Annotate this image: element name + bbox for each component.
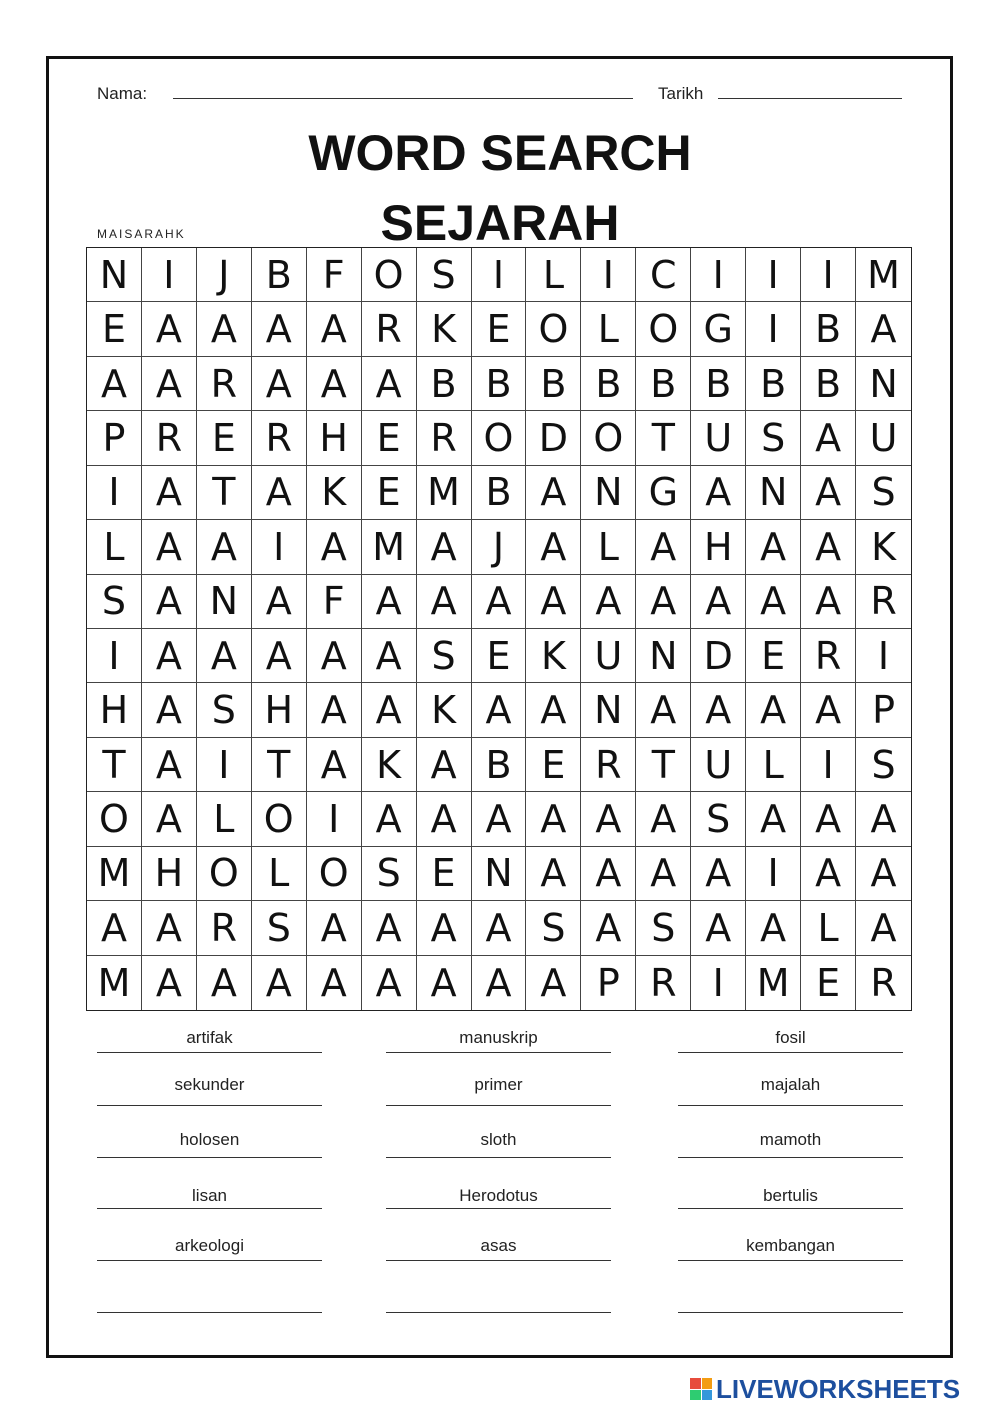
liveworksheets-logo (690, 1374, 960, 1404)
grid-cell[interactable]: A (526, 683, 581, 737)
word-list-item: Herodotus (459, 1186, 538, 1205)
grid-cell[interactable]: A (197, 956, 252, 1010)
grid-cell[interactable]: A (581, 575, 636, 629)
answer-line[interactable] (386, 1052, 611, 1053)
grid-cell[interactable]: A (362, 575, 417, 629)
grid-cell[interactable]: A (526, 956, 581, 1010)
grid-cell[interactable]: A (417, 901, 472, 955)
grid-cell[interactable]: A (801, 411, 856, 465)
grid-cell[interactable]: B (472, 357, 527, 411)
grid-cell[interactable]: N (856, 357, 911, 411)
word-list-item: mamoth (759, 1130, 822, 1149)
grid-cell[interactable]: A (526, 575, 581, 629)
date-label: Tarikh (658, 84, 704, 103)
answer-line[interactable] (678, 1312, 903, 1313)
grid-cell[interactable]: R (801, 629, 856, 683)
grid-cell[interactable]: A (801, 792, 856, 846)
liveworksheets-logo-icon (690, 1378, 712, 1400)
grid-cell[interactable]: A (142, 520, 197, 574)
grid-cell[interactable]: I (87, 466, 142, 520)
grid-cell[interactable]: P (581, 956, 636, 1010)
grid-cell[interactable]: A (307, 302, 362, 356)
answer-line[interactable] (386, 1312, 611, 1313)
grid-cell[interactable]: A (472, 901, 527, 955)
answer-line[interactable] (386, 1157, 611, 1158)
grid-cell[interactable]: E (87, 302, 142, 356)
grid-cell[interactable]: O (636, 302, 691, 356)
grid-cell[interactable]: H (142, 847, 197, 901)
grid-cell[interactable]: S (417, 248, 472, 302)
grid-cell[interactable]: A (526, 792, 581, 846)
grid-cell[interactable]: S (252, 901, 307, 955)
grid-cell[interactable]: A (142, 466, 197, 520)
grid-cell[interactable]: N (636, 629, 691, 683)
grid-cell[interactable]: S (856, 466, 911, 520)
word-list-item: sloth (480, 1130, 517, 1149)
grid-cell[interactable]: G (636, 466, 691, 520)
grid-cell[interactable]: A (362, 683, 417, 737)
grid-cell[interactable]: A (856, 302, 911, 356)
grid-cell[interactable]: J (197, 248, 252, 302)
grid-cell[interactable]: A (801, 466, 856, 520)
grid-cell[interactable]: T (197, 466, 252, 520)
grid-cell[interactable]: R (581, 738, 636, 792)
date-input-line[interactable] (718, 98, 902, 99)
grid-cell[interactable]: B (746, 357, 801, 411)
answer-line[interactable] (97, 1105, 322, 1106)
answer-line[interactable] (386, 1260, 611, 1261)
answer-line[interactable] (97, 1208, 322, 1209)
grid-cell[interactable]: S (417, 629, 472, 683)
grid-cell[interactable]: A (581, 901, 636, 955)
grid-cell[interactable]: A (87, 901, 142, 955)
grid-cell[interactable]: A (252, 956, 307, 1010)
grid-cell[interactable]: P (856, 683, 911, 737)
grid-cell[interactable]: E (472, 302, 527, 356)
grid-cell[interactable]: A (636, 520, 691, 574)
grid-cell[interactable]: B (417, 357, 472, 411)
grid-cell[interactable]: A (691, 683, 746, 737)
word-search-grid[interactable] (86, 247, 912, 1011)
grid-cell[interactable]: N (581, 683, 636, 737)
grid-cell[interactable]: A (142, 792, 197, 846)
grid-cell[interactable]: O (581, 411, 636, 465)
grid-cell[interactable]: S (691, 792, 746, 846)
grid-cell[interactable]: A (142, 901, 197, 955)
grid-cell[interactable]: I (801, 738, 856, 792)
grid-cell[interactable]: A (526, 520, 581, 574)
grid-cell[interactable]: A (252, 357, 307, 411)
grid-cell[interactable]: I (746, 302, 801, 356)
grid-cell[interactable]: K (417, 302, 472, 356)
grid-cell[interactable]: H (307, 411, 362, 465)
grid-cell[interactable]: B (801, 357, 856, 411)
grid-cell[interactable]: A (252, 302, 307, 356)
grid-cell[interactable]: I (197, 738, 252, 792)
answer-line[interactable] (97, 1260, 322, 1261)
grid-cell[interactable]: A (856, 847, 911, 901)
grid-cell[interactable]: H (87, 683, 142, 737)
grid-cell[interactable]: S (746, 411, 801, 465)
grid-cell[interactable]: T (636, 411, 691, 465)
page-title: WORD SEARCH (308, 125, 692, 181)
grid-cell[interactable]: O (307, 847, 362, 901)
grid-cell[interactable]: A (636, 575, 691, 629)
answer-line[interactable] (97, 1052, 322, 1053)
grid-cell[interactable]: A (252, 629, 307, 683)
grid-cell[interactable]: A (142, 683, 197, 737)
page-subtitle: SEJARAH (380, 195, 620, 251)
grid-cell[interactable]: O (362, 248, 417, 302)
grid-cell[interactable]: A (307, 901, 362, 955)
grid-cell[interactable]: A (197, 520, 252, 574)
grid-cell[interactable]: S (362, 847, 417, 901)
grid-cell[interactable]: I (856, 629, 911, 683)
grid-cell[interactable]: B (526, 357, 581, 411)
answer-line[interactable] (678, 1157, 903, 1158)
grid-cell[interactable]: L (581, 302, 636, 356)
grid-cell[interactable]: A (581, 792, 636, 846)
word-list-item: lisan (192, 1186, 227, 1205)
grid-cell[interactable]: K (856, 520, 911, 574)
word-list-item: manuskrip (459, 1028, 538, 1047)
grid-cell[interactable]: S (856, 738, 911, 792)
grid-cell[interactable]: M (746, 956, 801, 1010)
grid-cell[interactable]: B (691, 357, 746, 411)
grid-cell[interactable]: S (636, 901, 691, 955)
grid-cell[interactable]: A (142, 629, 197, 683)
grid-cell[interactable]: A (746, 792, 801, 846)
grid-cell[interactable]: A (636, 683, 691, 737)
word-list-item: kembangan (746, 1236, 835, 1255)
grid-cell[interactable]: K (526, 629, 581, 683)
grid-cell[interactable]: R (636, 956, 691, 1010)
grid-cell[interactable]: A (307, 956, 362, 1010)
grid-cell[interactable]: A (362, 956, 417, 1010)
grid-cell[interactable]: L (252, 847, 307, 901)
grid-cell[interactable]: T (252, 738, 307, 792)
grid-cell[interactable]: E (801, 956, 856, 1010)
grid-cell[interactable]: A (307, 683, 362, 737)
grid-cell[interactable]: N (87, 248, 142, 302)
grid-cell[interactable]: A (362, 901, 417, 955)
grid-cell[interactable]: I (691, 956, 746, 1010)
grid-cell[interactable]: A (636, 792, 691, 846)
grid-cell[interactable]: O (526, 302, 581, 356)
grid-cell[interactable]: K (417, 683, 472, 737)
grid-cell[interactable]: M (87, 847, 142, 901)
grid-cell[interactable]: M (87, 956, 142, 1010)
grid-cell[interactable]: A (252, 466, 307, 520)
grid-cell[interactable]: A (142, 956, 197, 1010)
word-list-item: majalah (760, 1075, 821, 1094)
grid-cell[interactable]: E (197, 411, 252, 465)
grid-cell[interactable]: A (746, 520, 801, 574)
grid-cell[interactable]: K (362, 738, 417, 792)
grid-cell[interactable]: L (801, 901, 856, 955)
grid-cell[interactable]: L (526, 248, 581, 302)
grid-cell[interactable]: B (801, 302, 856, 356)
grid-cell[interactable]: A (636, 847, 691, 901)
grid-cell[interactable]: A (472, 683, 527, 737)
grid-cell[interactable]: N (472, 847, 527, 901)
grid-cell[interactable]: U (856, 411, 911, 465)
answer-line[interactable] (386, 1105, 611, 1106)
grid-cell[interactable]: U (581, 629, 636, 683)
grid-cell[interactable]: A (252, 575, 307, 629)
grid-cell[interactable]: L (197, 792, 252, 846)
grid-cell[interactable]: A (526, 847, 581, 901)
grid-cell[interactable]: A (362, 792, 417, 846)
word-list-item: artifak (186, 1028, 233, 1047)
grid-cell[interactable]: H (691, 520, 746, 574)
grid-cell[interactable]: B (472, 738, 527, 792)
grid-cell[interactable]: E (362, 466, 417, 520)
grid-cell[interactable]: E (746, 629, 801, 683)
grid-cell[interactable]: A (801, 683, 856, 737)
grid-cell[interactable]: I (581, 248, 636, 302)
grid-cell[interactable]: A (526, 466, 581, 520)
grid-cell[interactable]: A (691, 901, 746, 955)
word-list-item: bertulis (763, 1186, 818, 1205)
grid-cell[interactable]: O (472, 411, 527, 465)
grid-cell[interactable]: M (417, 466, 472, 520)
grid-cell[interactable]: A (746, 575, 801, 629)
grid-cell[interactable]: A (417, 575, 472, 629)
grid-cell[interactable]: A (856, 901, 911, 955)
grid-cell[interactable]: A (417, 738, 472, 792)
name-input-line[interactable] (173, 98, 633, 99)
grid-cell[interactable]: K (307, 466, 362, 520)
grid-cell[interactable]: N (581, 466, 636, 520)
grid-cell[interactable]: I (252, 520, 307, 574)
grid-cell[interactable]: A (746, 901, 801, 955)
name-label: Nama: (97, 84, 148, 103)
grid-cell[interactable]: U (691, 738, 746, 792)
answer-line[interactable] (678, 1260, 903, 1261)
grid-cell[interactable]: A (362, 629, 417, 683)
grid-cell[interactable]: D (526, 411, 581, 465)
grid-cell[interactable]: E (472, 629, 527, 683)
grid-cell[interactable]: R (870, 960, 897, 1005)
grid-cell[interactable]: I (746, 847, 801, 901)
answer-line[interactable] (678, 1208, 903, 1209)
grid-cell[interactable]: R (252, 411, 307, 465)
grid-cell[interactable]: A (691, 466, 746, 520)
grid-cell[interactable]: A (801, 520, 856, 574)
grid-cell[interactable]: R (417, 411, 472, 465)
answer-line[interactable] (386, 1208, 611, 1209)
grid-cell[interactable]: I (142, 248, 197, 302)
grid-cell[interactable]: N (746, 466, 801, 520)
grid-cell[interactable]: M (856, 248, 911, 302)
grid-cell[interactable]: B (636, 357, 691, 411)
word-list-item: primer (474, 1075, 523, 1094)
grid-cell[interactable]: R (197, 901, 252, 955)
grid-cell[interactable]: A (581, 847, 636, 901)
grid-cell[interactable]: L (746, 738, 801, 792)
grid-cell[interactable]: F (307, 248, 362, 302)
grid-cell[interactable]: A (197, 629, 252, 683)
grid-cell[interactable]: A (197, 302, 252, 356)
grid-cell[interactable]: I (691, 248, 746, 302)
grid-cell[interactable]: A (417, 520, 472, 574)
grid-cell[interactable]: L (581, 520, 636, 574)
grid-cell[interactable]: A (87, 357, 142, 411)
word-list-item: asas (480, 1236, 517, 1255)
grid-cell[interactable]: S (197, 683, 252, 737)
grid-cell[interactable]: S (526, 901, 581, 955)
grid-cell[interactable]: I (307, 792, 362, 846)
grid-cell[interactable]: A (142, 357, 197, 411)
grid-cell[interactable]: E (362, 411, 417, 465)
grid-cell[interactable]: A (746, 683, 801, 737)
grid-cell[interactable]: I (746, 248, 801, 302)
word-list-item: arkeologi (175, 1236, 244, 1255)
grid-cell[interactable]: B (252, 248, 307, 302)
grid-cell[interactable]: P (87, 411, 142, 465)
grid-cell[interactable]: C (636, 248, 691, 302)
grid-cell[interactable]: R (856, 575, 911, 629)
grid-cell[interactable]: A (417, 956, 472, 1010)
grid-cell[interactable]: U (691, 411, 746, 465)
grid-cell[interactable]: B (472, 466, 527, 520)
grid-cell[interactable]: A (856, 792, 911, 846)
grid-cell[interactable]: A (417, 792, 472, 846)
grid-cell[interactable]: A (307, 357, 362, 411)
grid-cell[interactable]: S (87, 575, 142, 629)
grid-cell[interactable]: M (362, 520, 417, 574)
grid-cell[interactable]: R (197, 357, 252, 411)
grid-cell[interactable]: F (307, 575, 362, 629)
grid-cell[interactable]: I (801, 248, 856, 302)
grid-cell[interactable]: A (691, 575, 746, 629)
grid-cell[interactable]: H (252, 683, 307, 737)
author-credit: MAISARAHK (97, 227, 186, 241)
grid-cell[interactable]: D (691, 629, 746, 683)
grid-cell[interactable]: R (362, 302, 417, 356)
grid-cell[interactable]: O (197, 847, 252, 901)
answer-line[interactable] (97, 1312, 322, 1313)
grid-cell[interactable]: A (472, 956, 527, 1010)
answer-line[interactable] (97, 1157, 322, 1158)
word-list-item: holosen (179, 1130, 240, 1149)
grid-cell[interactable]: I (472, 248, 527, 302)
word-list-item: sekunder (174, 1075, 245, 1094)
grid-cell[interactable]: A (691, 847, 746, 901)
grid-cell[interactable]: T (87, 738, 142, 792)
grid-cell[interactable]: O (252, 792, 307, 846)
grid-cell[interactable]: E (417, 847, 472, 901)
grid-cell[interactable]: A (472, 575, 527, 629)
grid-cell[interactable]: J (472, 520, 527, 574)
grid-cell[interactable]: A (801, 847, 856, 901)
grid-cell[interactable]: B (581, 357, 636, 411)
grid-cell[interactable]: A (307, 738, 362, 792)
grid-cell[interactable]: A (142, 302, 197, 356)
grid-cell[interactable]: E (526, 738, 581, 792)
grid-cell[interactable]: A (307, 629, 362, 683)
grid-cell[interactable]: A (472, 792, 527, 846)
answer-line[interactable] (678, 1052, 903, 1053)
grid-cell[interactable]: N (197, 575, 252, 629)
grid-cell[interactable]: A (307, 520, 362, 574)
grid-cell[interactable]: O (87, 792, 142, 846)
answer-line[interactable] (678, 1105, 903, 1106)
grid-cell[interactable]: I (87, 629, 142, 683)
word-list-item: fosil (775, 1028, 806, 1047)
grid-cell[interactable]: R (142, 411, 197, 465)
grid-cell[interactable]: A (142, 738, 197, 792)
logo-text: LIVEWORKSHEETS (716, 1373, 961, 1404)
grid-cell[interactable]: L (87, 520, 142, 574)
grid-cell[interactable]: A (362, 357, 417, 411)
grid-cell[interactable]: G (691, 302, 746, 356)
grid-cell[interactable]: A (801, 575, 856, 629)
grid-cell[interactable]: T (636, 738, 691, 792)
grid-cell[interactable]: A (142, 575, 197, 629)
